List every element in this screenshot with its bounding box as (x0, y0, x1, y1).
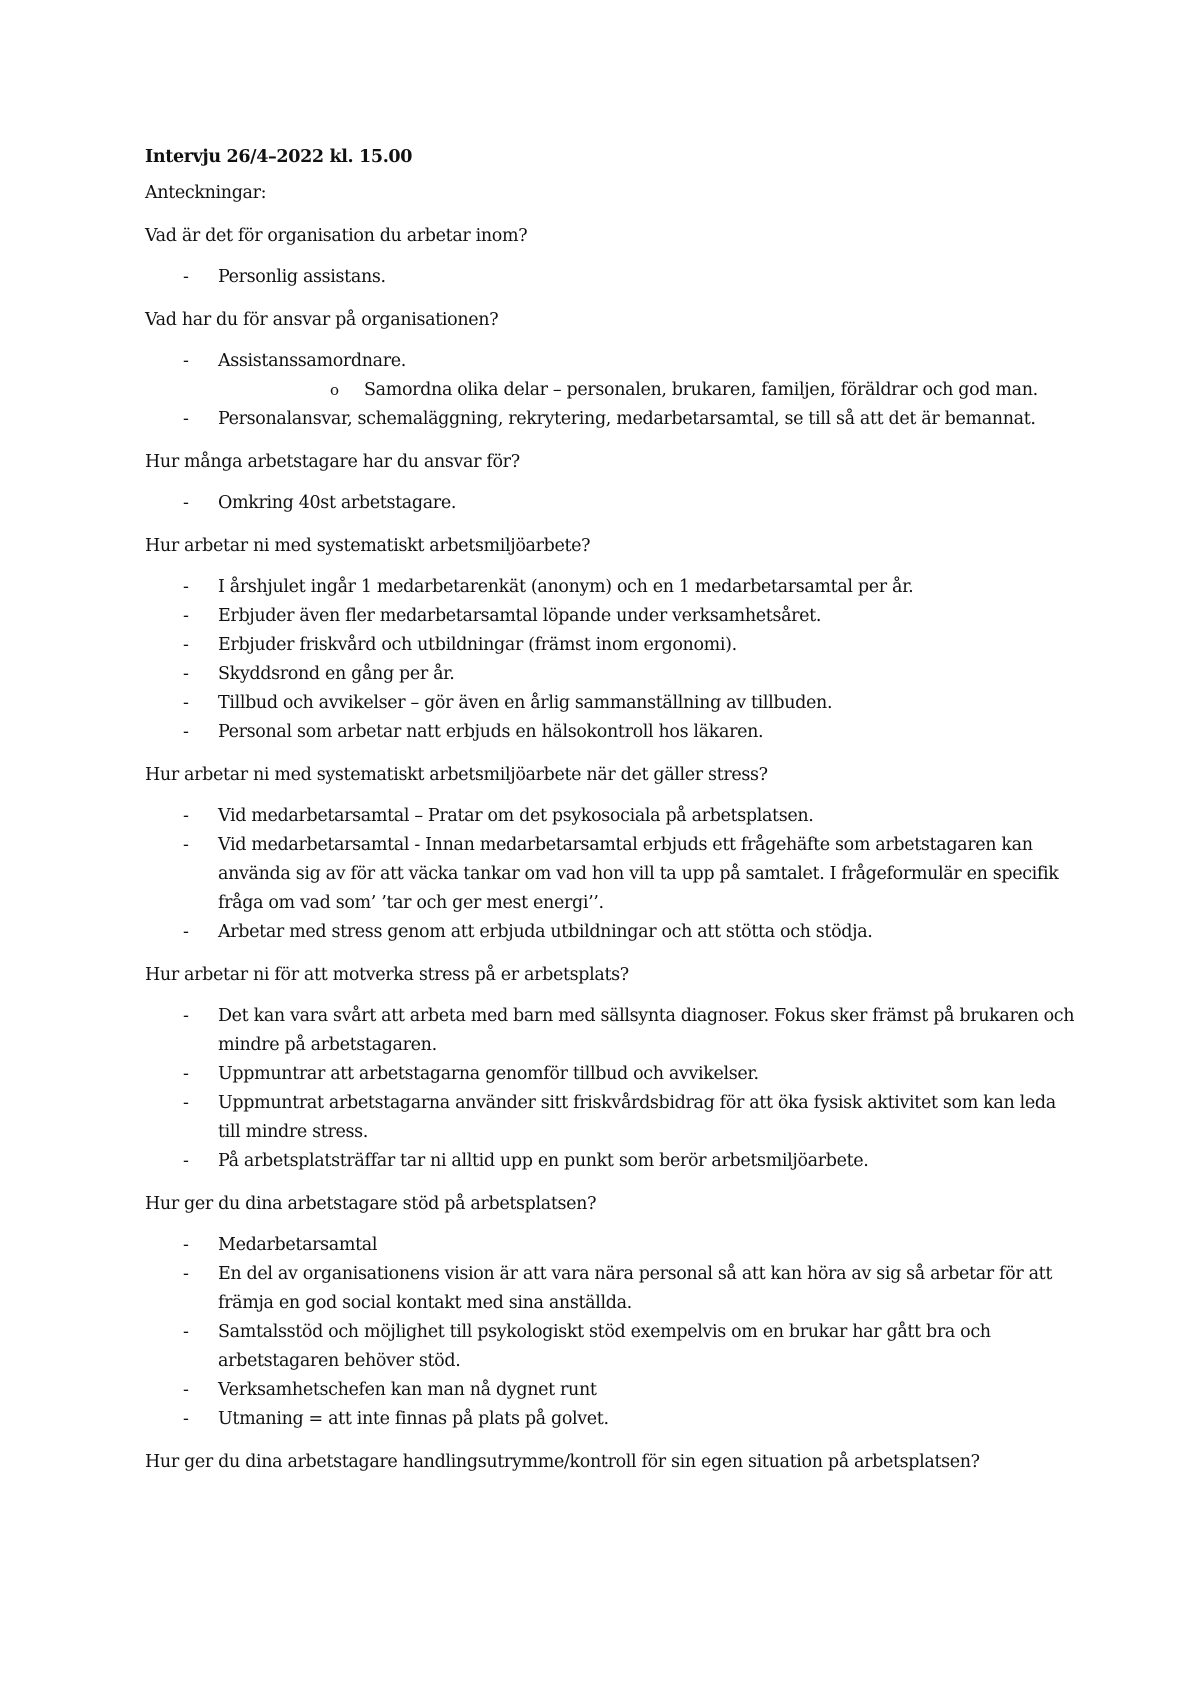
document-body (145, 143, 1075, 1489)
dash-bullet: - (183, 1006, 189, 1026)
answer-text: Tillbud och avvikelser – gör även en årlig sammanställning av tillbuden. (218, 693, 833, 713)
answer-item (145, 1318, 1075, 1376)
dash-bullet: - (183, 606, 189, 626)
answer-item (145, 263, 1075, 292)
answer-text: Det kan vara svårt att arbeta med barn med sällsynta diagnoser. Fokus sker främst på brukaren och mindre på arbetstagaren. (218, 1006, 1075, 1055)
dash-bullet: - (183, 493, 189, 513)
dash-bullet: - (183, 664, 189, 684)
interview-question: Hur arbetar ni med systematiskt arbetsmiljöarbete? (145, 536, 591, 556)
notes-label: Anteckningar: (145, 183, 267, 203)
dash-bullet: - (183, 922, 189, 942)
answer-text: Uppmuntrar att arbetstagarna genomför tillbud och avvikelser. (218, 1064, 759, 1084)
answer-item (145, 631, 1075, 660)
answer-list (145, 1002, 1075, 1176)
answer-text: En del av organisationens vision är att vara nära personal så att kan höra av sig så arbetar för att främja en god social kontakt med sina anställda. (218, 1264, 1053, 1313)
dash-bullet: - (183, 267, 189, 287)
answer-text: På arbetsplatsträffar tar ni alltid upp en punkt som berör arbetsmiljöarbete. (218, 1151, 869, 1171)
dash-bullet: - (183, 1151, 189, 1171)
answer-text: Vid medarbetarsamtal – Pratar om det psykosociala på arbetsplatsen. (218, 806, 814, 826)
answer-text: Medarbetarsamtal (218, 1235, 378, 1255)
answer-text: Verksamhetschefen kan man nå dygnet runt (218, 1380, 597, 1400)
answer-list (145, 489, 1075, 518)
answer-text: Vid medarbetarsamtal - Innan medarbetarsamtal erbjuds ett frågehäfte som arbetstagaren kan använda sig av för att väcka tankar om vad hon vill ta upp på samtalet. I frågeformulär en specifik fråga om vad som’ ’tar och ger mest energi’’. (218, 835, 1059, 913)
answer-text: Samtalsstöd och möjlighet till psykologiskt stöd exempelvis om en brukar har gått bra och arbetstagaren behöver stöd. (218, 1322, 991, 1371)
sub-answer-list (218, 376, 1075, 405)
dash-bullet: - (183, 693, 189, 713)
answer-item (145, 1260, 1075, 1318)
dash-bullet: - (183, 1235, 189, 1255)
answer-text: Personlig assistans. (218, 267, 386, 287)
dash-bullet: - (183, 1380, 189, 1400)
answer-text: Skyddsrond en gång per år. (218, 664, 455, 684)
dash-bullet: - (183, 1064, 189, 1084)
answer-text: Utmaning = att inte finnas på plats på golvet. (218, 1409, 609, 1429)
answer-item (145, 718, 1075, 747)
answer-item (145, 347, 1075, 405)
sub-answer-text: Samordna olika delar – personalen, brukaren, familjen, föräldrar och god man. (364, 380, 1038, 400)
answer-item (145, 802, 1075, 831)
answer-text: Omkring 40st arbetstagare. (218, 493, 457, 513)
interview-question: Vad är det för organisation du arbetar inom? (145, 226, 528, 246)
answer-item (145, 918, 1075, 947)
answer-item (145, 1147, 1075, 1176)
answer-item (145, 689, 1075, 718)
answer-text: I årshjulet ingår 1 medarbetarenkät (anonym) och en 1 medarbetarsamtal per år. (218, 577, 914, 597)
circle-bullet: o (330, 381, 339, 399)
answer-item (145, 1089, 1075, 1147)
interview-question: Hur arbetar ni med systematiskt arbetsmiljöarbete när det gäller stress? (145, 765, 768, 785)
answer-list (145, 263, 1075, 292)
interview-sections (145, 222, 1075, 1477)
dash-bullet: - (183, 722, 189, 742)
dash-bullet: - (183, 635, 189, 655)
answer-item (145, 573, 1075, 602)
answer-item (145, 1002, 1075, 1060)
answer-list (145, 573, 1075, 747)
dash-bullet: - (183, 1264, 189, 1284)
answer-text: Personal som arbetar natt erbjuds en hälsokontroll hos läkaren. (218, 722, 764, 742)
answer-text: Assistanssamordnare. (218, 351, 406, 371)
document-title: Intervju 26/4–2022 kl. 15.00 (145, 147, 413, 167)
dash-bullet: - (183, 806, 189, 826)
answer-item (145, 489, 1075, 518)
interview-question: Vad har du för ansvar på organisationen? (145, 310, 499, 330)
interview-question: Hur många arbetstagare har du ansvar för? (145, 452, 520, 472)
dash-bullet: - (183, 1409, 189, 1429)
sub-answer-item (218, 376, 1075, 405)
answer-item (145, 602, 1075, 631)
dash-bullet: - (183, 409, 189, 429)
answer-list (145, 1231, 1075, 1434)
answer-list (145, 802, 1075, 947)
answer-text: Personalansvar, schemaläggning, rekrytering, medarbetarsamtal, se till så att det är bemannat. (218, 409, 1036, 429)
answer-text: Uppmuntrat arbetstagarna använder sitt friskvårdsbidrag för att öka fysisk aktivitet som kan leda till mindre stress. (218, 1093, 1056, 1142)
interview-question: Hur ger du dina arbetstagare handlingsutrymme/kontroll för sin egen situation på arbetsplatsen? (145, 1452, 980, 1472)
interview-question: Hur arbetar ni för att motverka stress på er arbetsplats? (145, 965, 629, 985)
answer-item (145, 1376, 1075, 1405)
answer-text: Erbjuder även fler medarbetarsamtal löpande under verksamhetsåret. (218, 606, 822, 626)
answer-text: Erbjuder friskvård och utbildningar (främst inom ergonomi). (218, 635, 737, 655)
answer-item (145, 405, 1075, 434)
answer-text: Arbetar med stress genom att erbjuda utbildningar och att stötta och stödja. (218, 922, 873, 942)
dash-bullet: - (183, 577, 189, 597)
dash-bullet: - (183, 1322, 189, 1342)
answer-item (145, 1060, 1075, 1089)
answer-list (145, 347, 1075, 434)
answer-item (145, 1231, 1075, 1260)
answer-item (145, 831, 1075, 918)
answer-item (145, 660, 1075, 689)
interview-question: Hur ger du dina arbetstagare stöd på arbetsplatsen? (145, 1194, 597, 1214)
answer-item (145, 1405, 1075, 1434)
dash-bullet: - (183, 835, 189, 855)
dash-bullet: - (183, 351, 189, 371)
dash-bullet: - (183, 1093, 189, 1113)
